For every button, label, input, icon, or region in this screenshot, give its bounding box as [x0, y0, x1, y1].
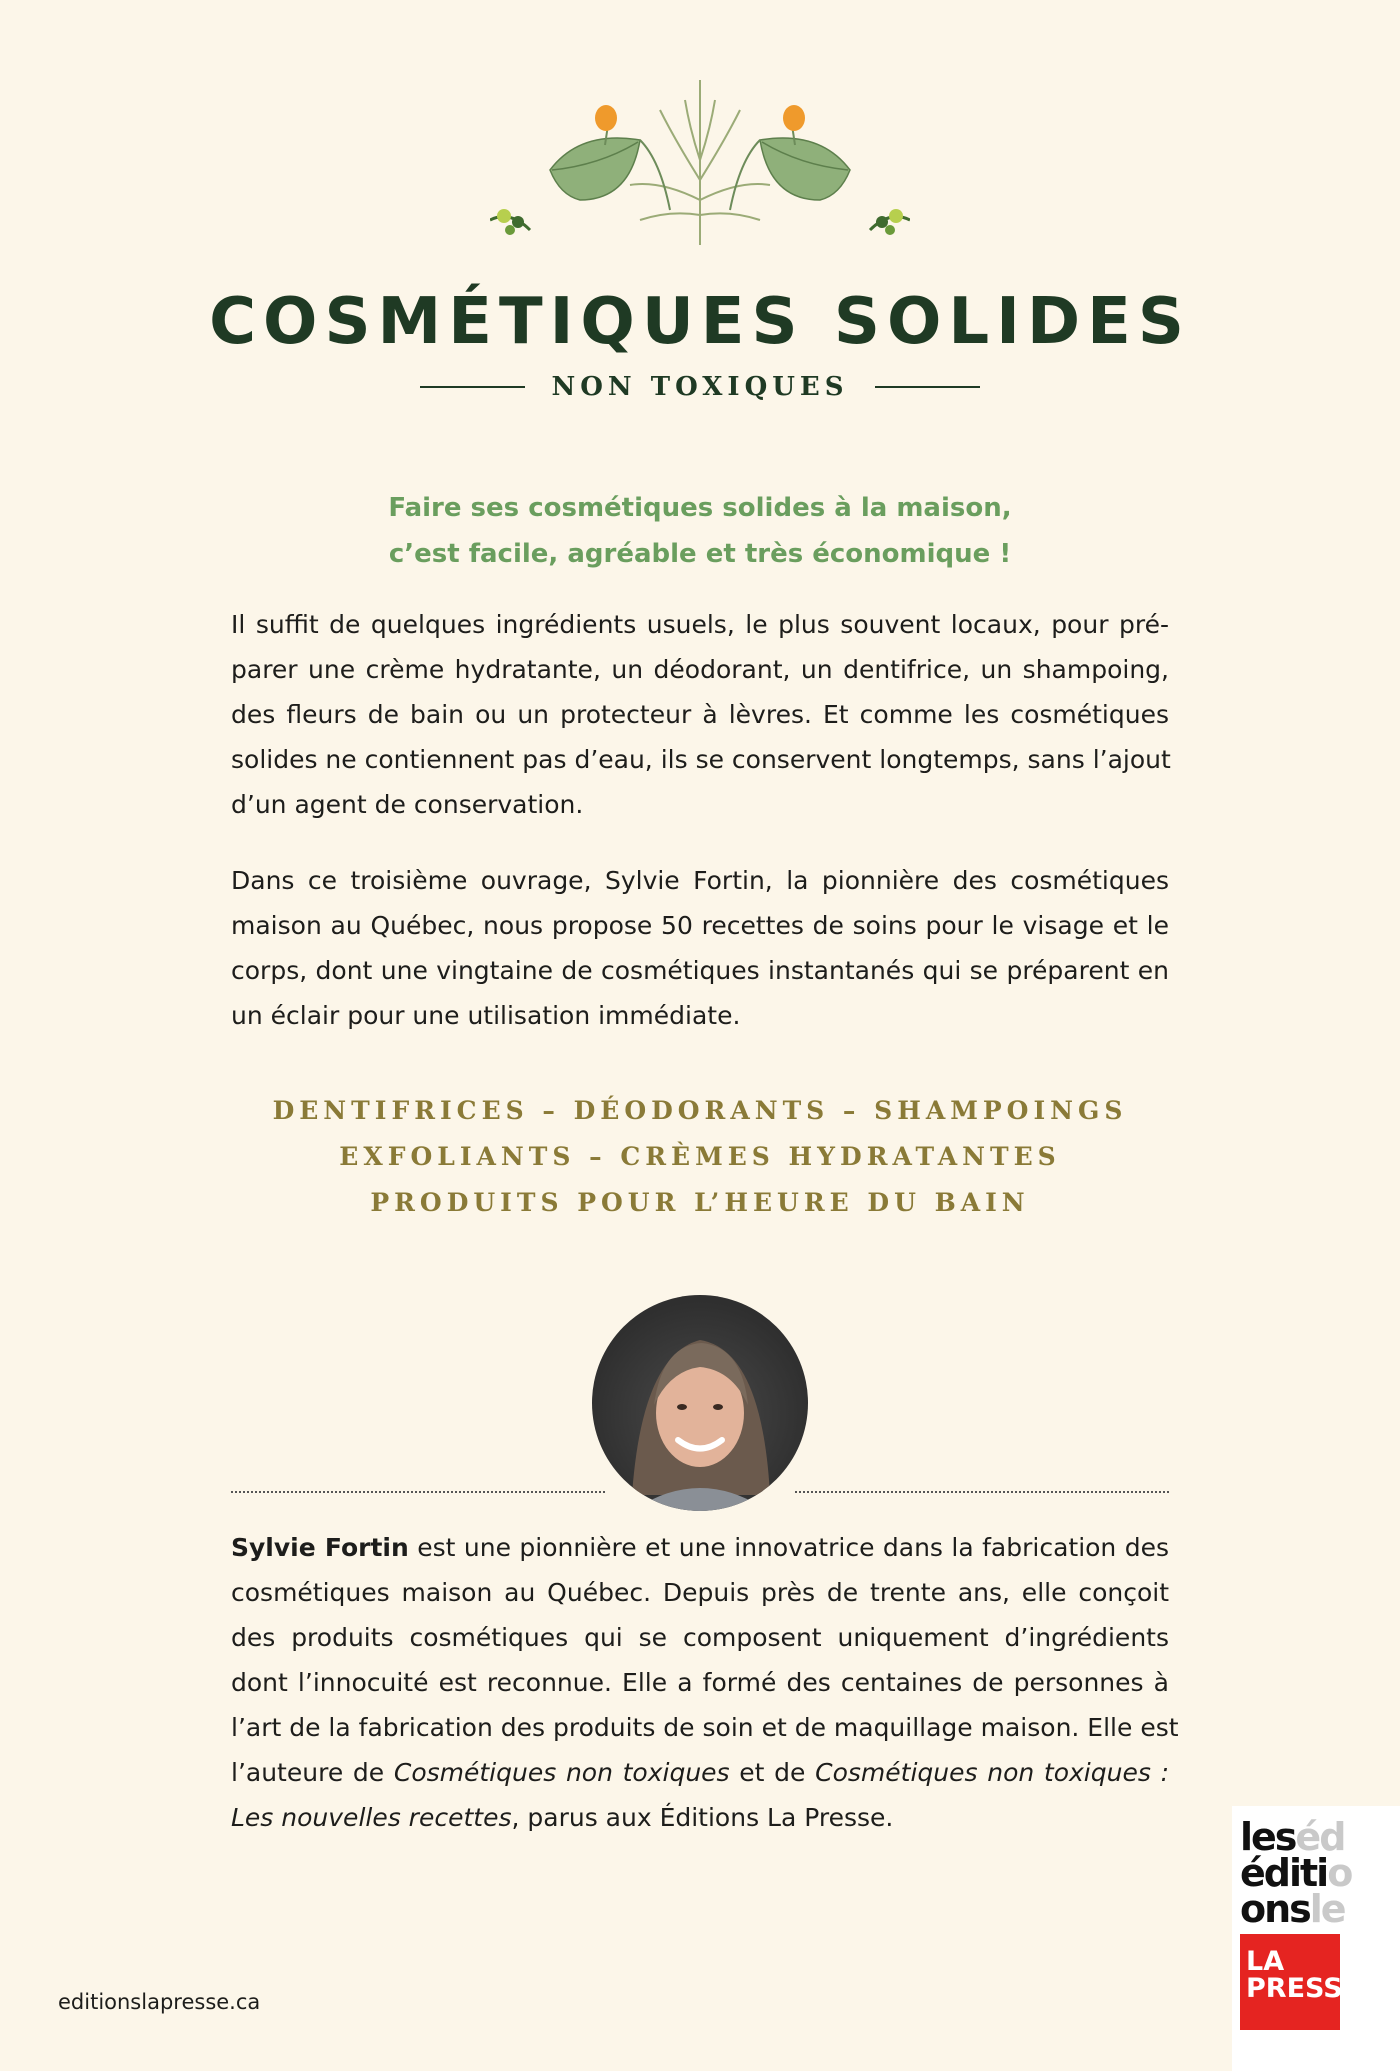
- text-line: maison au Québec, nous propose 50 recettes de soins pour le visage et le: [231, 911, 1169, 940]
- book-title: COSMÉTIQUES SOLIDES: [209, 285, 1191, 359]
- description-paragraph: [231, 858, 1169, 1038]
- text-line: Sylvie Fortin est une pionnière et une innovatrice dans la fabrication des: [231, 1533, 1169, 1562]
- publisher-logo: [1232, 1806, 1400, 2071]
- product-categories: [0, 1088, 1400, 1226]
- right-flower-icon: [870, 209, 910, 235]
- text-line: cosmétiques maison au Québec. Depuis près de trente ans, elle conçoit: [231, 1578, 1169, 1607]
- dotted-divider-right: [795, 1491, 1169, 1493]
- category-line: DENTIFRICES – DÉODORANTS – SHAMPOINGS: [272, 1096, 1128, 1125]
- text-line: des fleurs de bain ou un protecteur à lèvres. Et comme les cosmétiques: [231, 700, 1169, 729]
- text-line: corps, dont une vingtaine de cosmétiques instantanés qui se préparent en: [231, 956, 1169, 985]
- book-reference: Les nouvelles recettes: [231, 1803, 512, 1832]
- logo-row: leséd: [1240, 1815, 1345, 1859]
- logo-red-text: LA: [1246, 1946, 1285, 1977]
- text-line: l’auteure de Cosmétiques non toxiques et de Cosmétiques non toxiques :: [231, 1758, 1169, 1787]
- category-line: EXFOLIANTS – CRÈMES HYDRATANTES: [339, 1142, 1061, 1171]
- logo-row: onsle: [1240, 1887, 1345, 1931]
- logo-row: éditio: [1240, 1851, 1352, 1895]
- left-flower-icon: [490, 209, 530, 235]
- text-line: solides ne contiennent pas d’eau, ils se conservent longtemps, sans l’ajout: [231, 745, 1171, 774]
- tagline-line: c’est facile, agréable et très économique !: [388, 539, 1012, 569]
- author-bio: [231, 1525, 1179, 1840]
- publisher-website[interactable]: editionslapresse.ca: [58, 1990, 261, 2014]
- tagline: [0, 485, 1400, 577]
- logo-red-text: PRESSE: [1246, 1973, 1362, 2004]
- text-line: Dans ce troisième ouvrage, Sylvie Fortin, la pionnière des cosmétiques: [231, 866, 1169, 895]
- book-reference: Cosmétiques non toxiques :: [815, 1758, 1169, 1787]
- text-line: un éclair pour une utilisation immédiate.: [231, 1001, 741, 1030]
- book-subtitle: NON TOXIQUES: [551, 372, 849, 402]
- dotted-divider-left: [231, 1491, 605, 1493]
- subtitle-row: [0, 372, 1400, 402]
- intro-paragraph: [231, 602, 1169, 827]
- text-line: Les nouvelles recettes, parus aux Éditions La Presse.: [231, 1803, 894, 1832]
- subtitle-rule-left: [420, 386, 525, 388]
- author-portrait-icon: [592, 1295, 808, 1511]
- text-line: parer une crème hydratante, un déodorant, un dentifrice, un shampoing,: [231, 655, 1169, 684]
- tagline-line: Faire ses cosmétiques solides à la maison,: [388, 493, 1012, 523]
- text-line: l’art de la fabrication des produits de soin et de maquillage maison. Elle est: [231, 1713, 1179, 1742]
- botanical-illustration: [490, 70, 910, 260]
- category-line: PRODUITS POUR L’HEURE DU BAIN: [370, 1188, 1030, 1217]
- author-photo: [592, 1295, 808, 1511]
- right-leaf-icon: [730, 138, 850, 210]
- book-reference: Cosmétiques non toxiques: [393, 1758, 730, 1787]
- text-line: d’un agent de conservation.: [231, 790, 584, 819]
- subtitle-rule-right: [875, 386, 980, 388]
- text-line: dont l’innocuité est reconnue. Elle a formé des centaines de personnes à: [231, 1668, 1169, 1697]
- logo-red-block: [1240, 1934, 1362, 2030]
- text-line: Il suffit de quelques ingrédients usuels, le plus souvent locaux, pour pré-: [231, 610, 1169, 639]
- author-name: Sylvie Fortin: [231, 1533, 409, 1562]
- text-line: des produits cosmétiques qui se composent uniquement d’ingrédients: [231, 1623, 1169, 1652]
- left-leaf-icon: [550, 138, 670, 210]
- center-herb-icon: [630, 80, 770, 245]
